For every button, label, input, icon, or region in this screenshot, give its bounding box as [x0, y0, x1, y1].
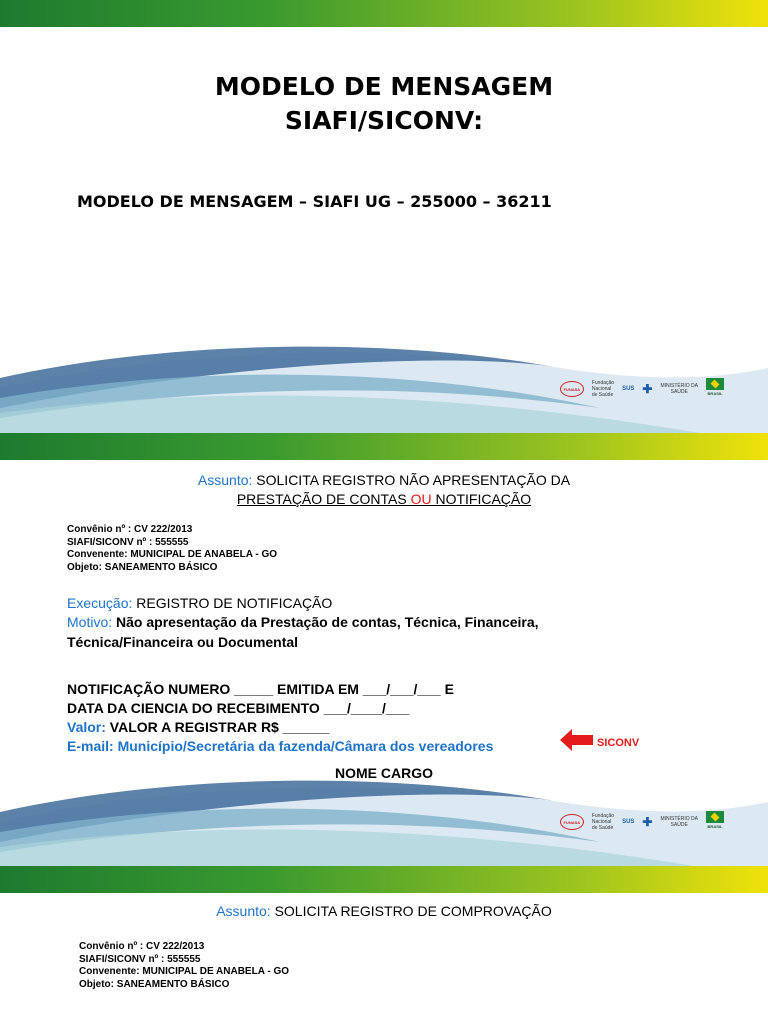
- title-line-1: MODELO DE MENSAGEM: [214, 72, 554, 101]
- info-convenente: Convenente: MUNICIPAL DE ANABELA - GO: [79, 966, 290, 977]
- email-line: E-mail: Município/Secretária da fazenda/Câmara dos vereadores: [67, 738, 494, 754]
- motivo-text-1: Não apresentação da Prestação de contas, Técnica, Financeira,: [112, 614, 539, 630]
- slide-1-title: [0, 70, 768, 138]
- ministerio-saude-logo: MINISTÉRIO DA SAÚDE: [660, 383, 698, 395]
- top-gradient-bar: [0, 433, 768, 460]
- slide-1: [0, 0, 768, 433]
- motivo-label: Motivo:: [67, 614, 113, 630]
- cross-icon: ✚: [642, 815, 653, 829]
- motivo-line-2: Técnica/Financeira ou Documental: [67, 634, 299, 650]
- funasa-logo: FUNASA: [560, 381, 584, 397]
- cross-icon: ✚: [642, 382, 653, 396]
- assunto-ou: OU: [410, 491, 432, 507]
- execucao-label: Execução:: [67, 595, 133, 611]
- assunto-text-2a: PRESTAÇÃO DE CONTAS: [236, 491, 411, 507]
- convenio-info-block: [79, 941, 289, 991]
- info-convenio: Convênio nº : CV 222/2013: [79, 941, 205, 952]
- slide-3-assunto: [0, 902, 768, 921]
- sus-logo: SUS: [622, 819, 635, 825]
- top-gradient-bar: [0, 866, 768, 893]
- assunto-label: Assunto:: [197, 472, 253, 488]
- red-arrow-icon: [560, 728, 594, 752]
- brasil-flag-logo: BRASIL: [706, 378, 724, 400]
- brasil-flag-logo: BRASIL: [706, 811, 724, 833]
- assunto-label: Assunto:: [216, 903, 271, 919]
- logo-strip: [560, 378, 724, 400]
- funasa-text: Fundação Nacional de Saúde: [591, 380, 615, 398]
- assunto-line-1: [0, 471, 768, 490]
- top-gradient-bar: [0, 0, 768, 27]
- funasa-text: Fundação Nacional de Saúde: [591, 813, 615, 831]
- assunto-text: SOLICITA REGISTRO DE COMPROVAÇÃO: [270, 903, 552, 919]
- valor-line: [67, 718, 329, 737]
- title-line-2: SIAFI/SICONV:: [284, 106, 484, 135]
- valor-text: VALOR A REGISTRAR R$ ______: [105, 719, 330, 735]
- funasa-logo: FUNASA: [560, 814, 584, 830]
- valor-label: Valor:: [67, 719, 106, 735]
- data-ciencia-line: DATA DA CIENCIA DO RECEBIMENTO ___/____/___: [67, 700, 410, 716]
- info-convenente: Convenente: MUNICIPAL DE ANABELA - GO: [67, 549, 278, 560]
- info-objeto: Objeto: SANEAMENTO BÁSICO: [79, 978, 230, 990]
- info-convenio: Convênio nº : CV 222/2013: [67, 524, 193, 535]
- assunto-line-2: [0, 490, 768, 509]
- info-siafi: SIAFI/SICONV nº : 555555: [67, 536, 189, 548]
- info-objeto: Objeto: SANEAMENTO BÁSICO: [67, 561, 218, 573]
- ministerio-saude-logo: MINISTÉRIO DA SAÚDE: [660, 816, 698, 828]
- nome-cargo: NOME CARGO: [335, 765, 433, 781]
- motivo-line: [67, 613, 539, 632]
- sus-logo: SUS: [622, 386, 635, 392]
- siconv-label: SICONV: [597, 737, 640, 749]
- info-siafi: SIAFI/SICONV nº : 555555: [79, 953, 201, 965]
- logo-strip: [560, 811, 724, 833]
- notificacao-line: NOTIFICAÇÃO NUMERO _____ EMITIDA EM ___/___/___ E: [67, 681, 454, 697]
- slide-1-subtitle: MODELO DE MENSAGEM – SIAFI UG – 255000 – 36211: [77, 192, 552, 211]
- execucao-text: REGISTRO DE NOTIFICAÇÃO: [132, 595, 333, 611]
- convenio-info-block: [67, 524, 277, 574]
- assunto-text-2b: NOTIFICAÇÃO: [431, 491, 532, 507]
- execucao-line: [67, 594, 332, 613]
- assunto-text-1: SOLICITA REGISTRO NÃO APRESENTAÇÃO DA: [252, 472, 571, 488]
